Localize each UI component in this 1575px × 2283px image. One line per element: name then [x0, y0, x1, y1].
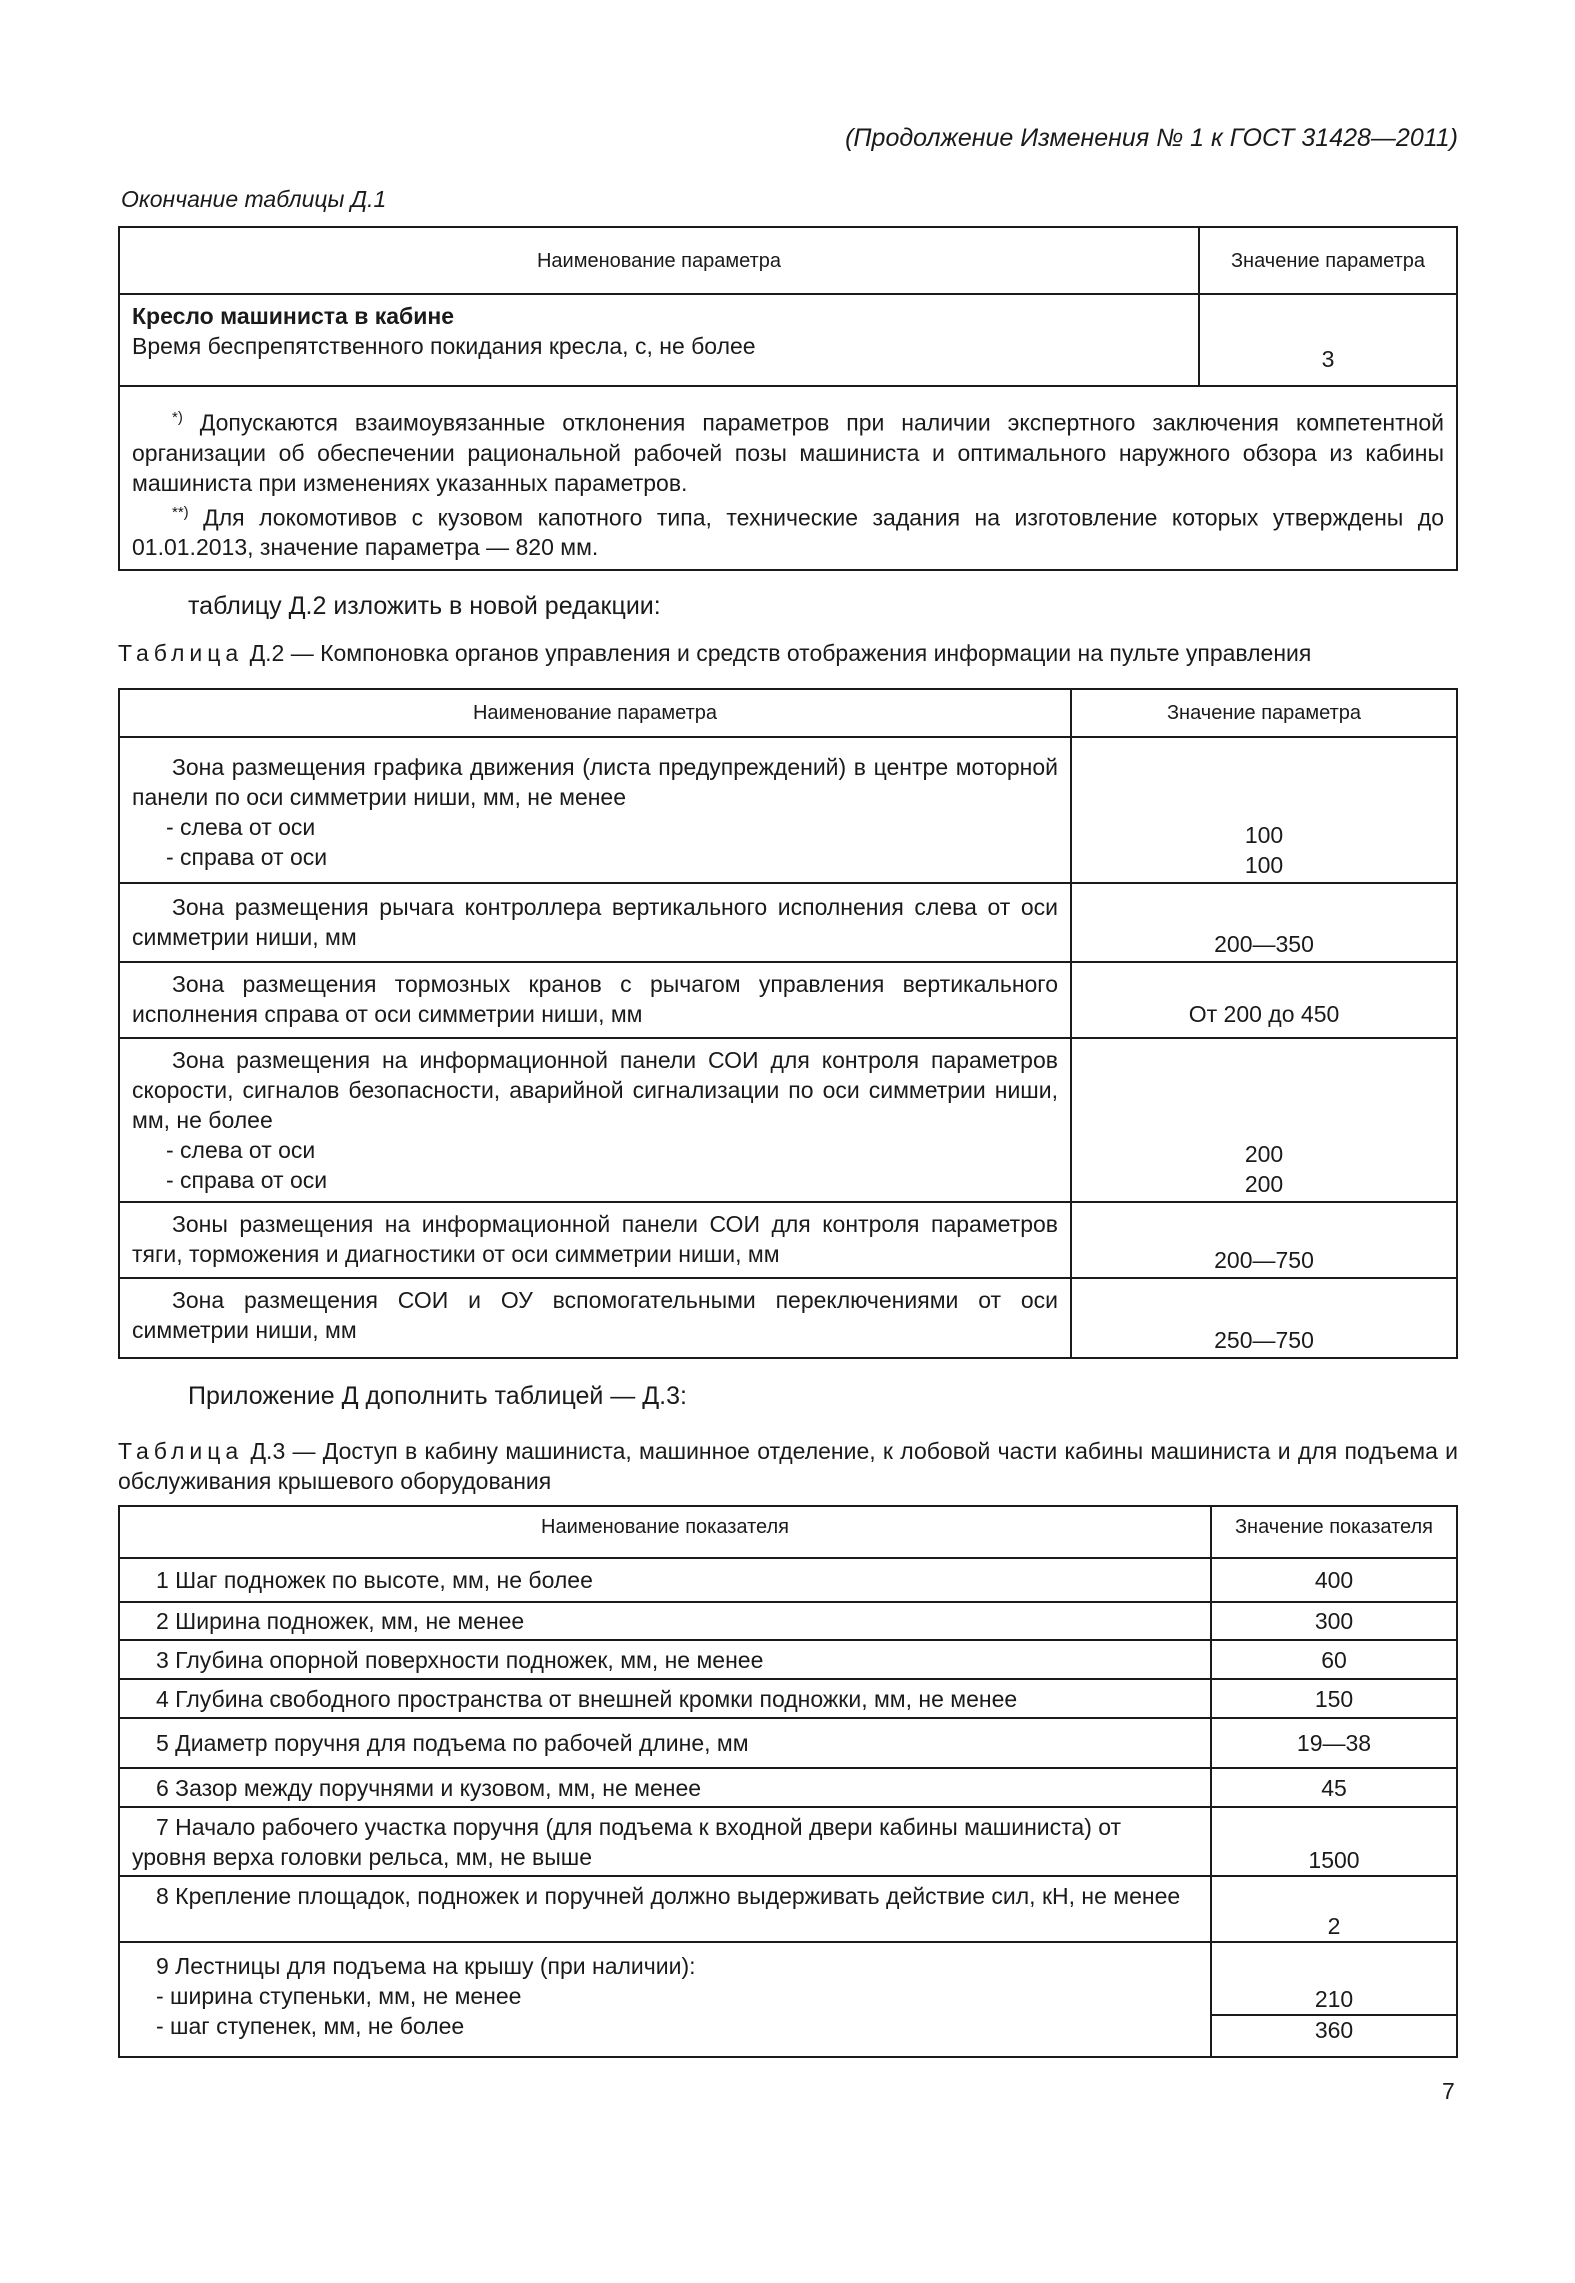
row-name: 9 Лестницы для подъема на крышу (при наличии): [156, 1953, 696, 1979]
row-sub: - ширина ступеньки, мм, не менее [156, 1983, 522, 2009]
running-header: (Продолжение Изменения № 1 к ГОСТ 31428—2011) [845, 124, 1458, 152]
instruction-1: таблицу Д.2 изложить в новой редакции: [188, 592, 661, 620]
table-row [119, 1640, 1457, 1679]
table-row [119, 1942, 1457, 2057]
table2-col-value: Значение параметра [1071, 689, 1457, 737]
row-value: 100 [1244, 822, 1284, 848]
row-name: 1 Шаг подножек по высоте, мм, не более [156, 1567, 593, 1593]
row-value: От 200 до 450 [1071, 962, 1457, 1038]
row-name: 3 Глубина опорной поверхности подножек, мм, не менее [156, 1646, 764, 1673]
table-d2 [118, 688, 1458, 1359]
table3-label: Таблица [118, 1438, 244, 1464]
row-sub: - шаг ступенек, мм, не более [156, 2013, 465, 2039]
table-row [119, 962, 1457, 1038]
row-name: Зоны размещения на информационной панели СОИ для контроля параметров тяги, торможения и диагностики от оси симметрии ниши, мм [132, 1211, 1058, 1267]
page-number: 7 [1442, 2078, 1455, 2104]
table2-caption [118, 640, 1458, 667]
table2-caption-text: Д.2 — Компоновка органов управления и средств отображения информации на пульте управления [249, 640, 1312, 666]
row-name: 8 Крепление площадок, подножек и поручней должно выдерживать действие сил, кН, не менее [156, 1883, 1181, 1909]
row-value: 100 [1244, 852, 1284, 878]
row-value: 250—750 [1071, 1278, 1457, 1358]
row-value: 200 [1244, 1171, 1284, 1197]
table-row [119, 1768, 1457, 1807]
footnote1: Допускаются взаимоувязанные отклонения параметров при наличии экспертного заключения компетентной организации об обеспечении рациональной рабочей позы машиниста и оптимального наружного обзора из кабины машиниста при изменениях указанных параметров. [132, 409, 1444, 496]
table-row [119, 1602, 1457, 1640]
table-row [119, 1278, 1457, 1358]
table1-col-name: Наименование параметра [119, 227, 1199, 294]
table-d1 [118, 226, 1458, 571]
row-name: Зона размещения СОИ и ОУ вспомогательными переключениями от оси симметрии ниши, мм [132, 1287, 1058, 1343]
table1-row-value: 3 [1199, 294, 1457, 386]
footnote1-mark: *) [172, 409, 183, 426]
table-row [119, 1558, 1457, 1602]
row-sub: - справа от оси [166, 1167, 328, 1193]
table-row [119, 737, 1457, 883]
row-sub: - справа от оси [166, 844, 328, 870]
table2-col-name: Наименование параметра [119, 689, 1071, 737]
row-value: 1500 [1211, 1807, 1457, 1876]
footnote2-mark: **) [172, 503, 189, 521]
table1-footnotes [119, 386, 1457, 570]
row-value: 400 [1211, 1558, 1457, 1602]
row-name: Зона размещения графика движения (листа предупреждений) в центре моторной панели по оси симметрии ниши, мм, не менее [132, 754, 1058, 810]
table1-section: Кресло машиниста в кабине [132, 303, 455, 329]
row-name: 2 Ширина подножек, мм, не менее [156, 1608, 525, 1634]
row-value: 200—750 [1071, 1202, 1457, 1278]
row-value: 210 [1212, 1943, 1456, 2016]
table-row [119, 1718, 1457, 1768]
table-d3 [118, 1505, 1458, 2058]
row-name: Зона размещения рычага контроллера вертикального исполнения слева от оси симметрии ниши, мм [132, 894, 1058, 950]
row-value: 2 [1211, 1876, 1457, 1942]
row-value: 45 [1211, 1768, 1457, 1807]
row-name: 5 Диаметр поручня для подъема по рабочей длине, мм [156, 1730, 749, 1756]
row-value: 300 [1211, 1602, 1457, 1640]
table-row [119, 1876, 1457, 1942]
table1-row-name: Время беспрепятственного покидания кресла, с, не более [132, 333, 756, 359]
row-sub: - слева от оси [166, 1137, 316, 1163]
footnote2: Для локомотивов с кузовом капотного типа, технические задания на изготовление которых утверждены до 01.01.2013, значение параметра — 820 мм. [132, 504, 1445, 561]
row-value: 150 [1211, 1679, 1457, 1718]
row-name: Зона размещения на информационной панели СОИ для контроля параметров скорости, сигналов безопасности, аварийной сигнализации по оси симметрии ниши, мм, не более [132, 1047, 1058, 1133]
table3-caption [118, 1436, 1458, 1496]
table1-caption: Окончание таблицы Д.1 [121, 186, 387, 212]
table3-caption-text: Д.3 — Доступ в кабину машиниста, машинное отделение, к лобовой части кабины машиниста и для подъема и обслуживания крышевого оборудования [118, 1438, 1459, 1494]
row-name: 4 Глубина свободного пространства от внешней кромки подножки, мм, не менее [156, 1685, 1018, 1712]
row-value: 200—350 [1071, 883, 1457, 962]
row-sub: - слева от оси [166, 814, 316, 840]
table-row [119, 1202, 1457, 1278]
row-name: 6 Зазор между поручнями и кузовом, мм, не менее [156, 1774, 702, 1801]
table3-col-name: Наименование показателя [119, 1506, 1211, 1558]
table3-col-value: Значение показателя [1211, 1506, 1457, 1558]
row-name: Зона размещения тормозных кранов с рычагом управления вертикального исполнения справа от оси симметрии ниши, мм [132, 971, 1058, 1027]
table-row [119, 883, 1457, 962]
row-value: 60 [1211, 1640, 1457, 1679]
table-row [119, 1807, 1457, 1876]
table1-col-value: Значение параметра [1199, 227, 1457, 294]
table-row [119, 1038, 1457, 1202]
row-value: 360 [1314, 2017, 1354, 2043]
instruction-2: Приложение Д дополнить таблицей — Д.3: [188, 1382, 687, 1410]
row-value: 200 [1244, 1141, 1284, 1167]
row-name: 7 Начало рабочего участка поручня (для подъема к входной двери кабины машиниста) от уровня верха головки рельса, мм, не выше [132, 1814, 1122, 1870]
table-row [119, 1679, 1457, 1718]
table2-label: Таблица [118, 640, 244, 666]
row-value: 19—38 [1211, 1718, 1457, 1768]
